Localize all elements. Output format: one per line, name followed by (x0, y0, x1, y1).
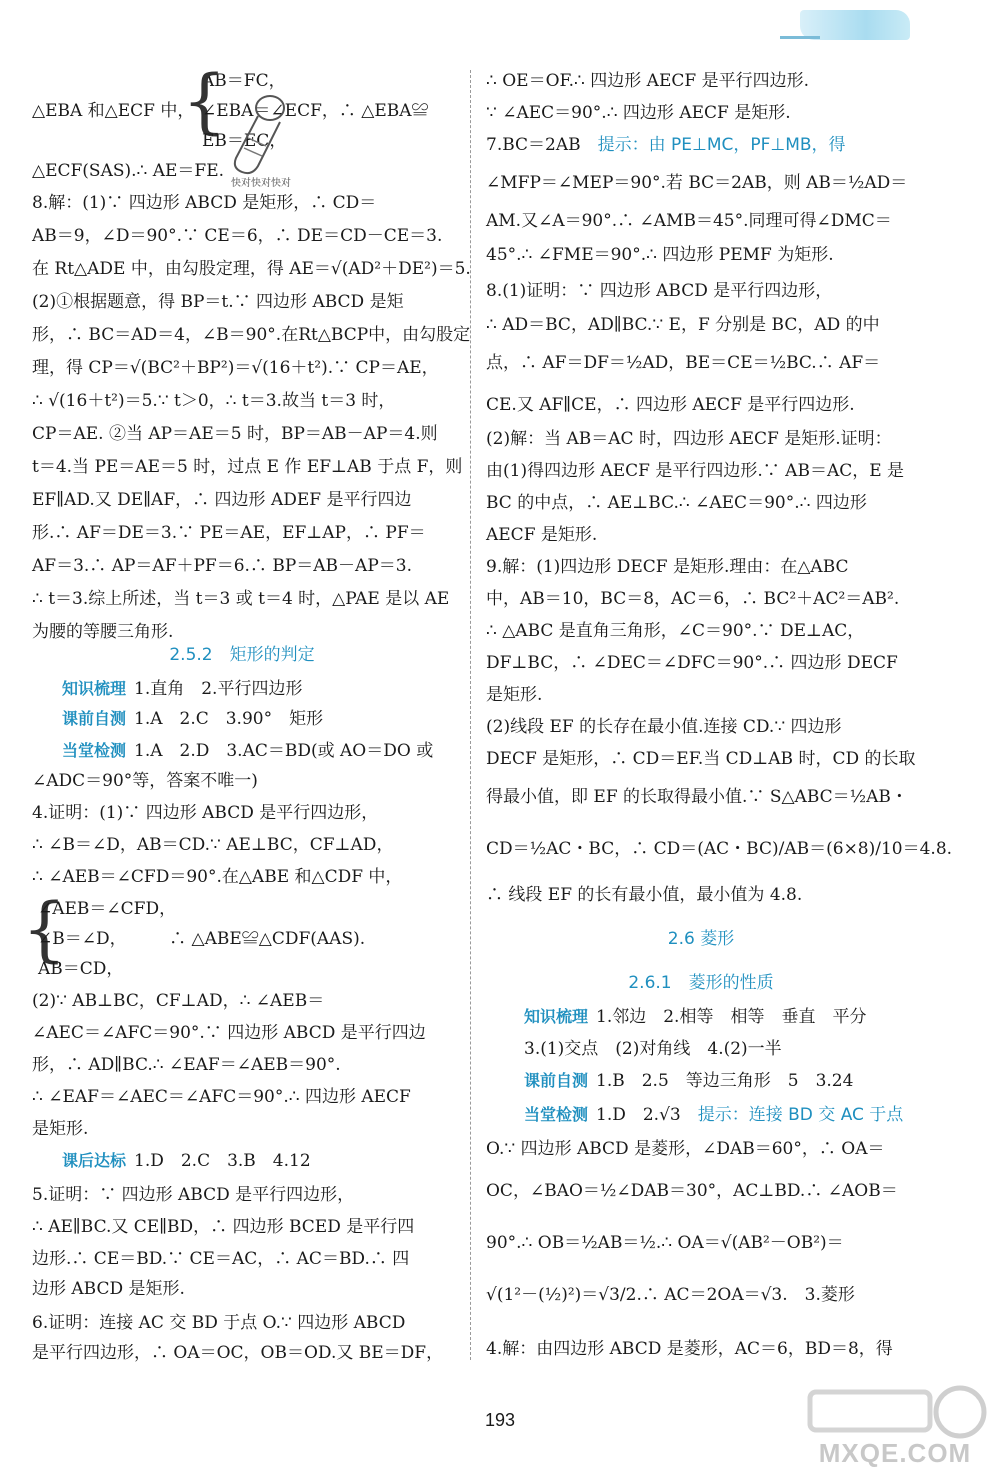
text-line: 形，∴ BC＝AD＝4，∠B＝90°.在Rt△BCP中，由勾股定 (32, 325, 471, 345)
text-line: 形.∴ AF＝DE＝3.∵ PE＝AE，EF⊥AP，∴ PF＝ (32, 523, 426, 543)
text-line: 90°.∴ OB＝½AB＝½.∴ OA＝√(AB²－OB²)＝ (486, 1233, 844, 1253)
text-line: O.∵ 四边形 ABCD 是菱形，∠DAB＝60°，∴ OA＝ (486, 1139, 885, 1159)
text-line: 为腰的等腰三角形. (32, 622, 174, 642)
text-line: 是平行四边形，∴ OA＝OC，OB＝OD.又 BE＝DF， (32, 1343, 444, 1363)
text-line: 形，∴ AD∥BC.∴ ∠EAF＝∠AEB＝90°. (32, 1055, 341, 1075)
tag-label: 课前自测 (62, 709, 127, 728)
answer-row (62, 678, 302, 700)
text-line: 是矩形. (486, 685, 543, 705)
text-line: AB＝CD， (38, 959, 124, 979)
tag-label: 课后达标 (62, 1151, 127, 1170)
text-line: OC，∠BAO＝½∠DAB＝30°，AC⊥BD.∴ ∠AOB＝ (486, 1181, 898, 1201)
section-heading: 2.5.2 矩形的判定 (169, 645, 315, 665)
text-line: △EBA 和△ECF 中， (32, 101, 195, 121)
page-number: 193 (484, 1410, 516, 1430)
answer-row (524, 1006, 866, 1028)
answer-text: 1.直角 2.平行四边形 (134, 679, 303, 699)
text-line: 45°.∴ ∠FME＝90°.∴ 四边形 PEMF 为矩形. (486, 245, 834, 265)
text-line: ∠AEB＝∠CFD， (38, 899, 177, 919)
text-line: (2)①根据题意，得 BP＝t.∵ 四边形 ABCD 是矩 (32, 292, 404, 312)
text-line: 3.(1)交点 (2)对角线 4.(2)一半 (524, 1039, 782, 1059)
answer-text: 1.D 2.C 3.B 4.12 (134, 1151, 311, 1171)
text-line: 边形.∴ CE＝BD.∵ CE＝AC，∴ AC＝BD.∴ 四 (32, 1249, 410, 1269)
answer-row (62, 708, 323, 730)
text-line: 点，∴ AF＝DF＝½AD，BE＝CE＝½BC.∴ AF＝ (486, 353, 881, 373)
text-line: △ECF(SAS).∴ AE＝FE. (32, 161, 225, 181)
text-line: BC 的中点，∴ AE⊥BC.∴ ∠AEC＝90°.∴ 四边形 (486, 493, 867, 513)
text-line: AM.又∠A＝90°.∴ ∠AMB＝45°.同理可得∠DMC＝ (486, 211, 892, 231)
text-line: CP＝AE. ②当 AP＝AE＝5 时，BP＝AB－AP＝4.则 (32, 424, 438, 444)
section-heading: 2.6 菱形 (667, 929, 735, 949)
text-line: EF∥AD.又 DE∥AF，∴ 四边形 ADEF 是平行四边 (32, 490, 412, 510)
text-line: 8.解：(1)∵ 四边形 ABCD 是矩形，∴ CD＝ (32, 193, 377, 213)
text-line: 8.(1)证明：∵ 四边形 ABCD 是平行四边形， (486, 281, 833, 301)
answer-row (524, 1070, 853, 1092)
text-line: ∴ AD＝BC，AD∥BC.∵ E，F 分别是 BC，AD 的中 (486, 315, 880, 335)
text-line: ∠AEC＝∠AFC＝90°.∵ 四边形 ABCD 是平行四边 (32, 1023, 426, 1043)
answer-text: 1.邻边 2.相等 相等 垂直 平分 (596, 1007, 867, 1027)
text-line: (2)解：当 AB＝AC 时，四边形 AECF 是矩形.证明： (486, 429, 892, 449)
answer-text: 7.BC＝2AB (486, 135, 598, 155)
text-line: ∴ AE∥BC.又 CE∥BD，∴ 四边形 BCED 是平行四 (32, 1217, 415, 1237)
text-line: 理，得 CP＝√(BC²＋BP²)＝√(16＋t²).∵ CP＝AE， (32, 358, 439, 378)
text-line: ∴ 线段 EF 的长有最小值，最小值为 4.8. (486, 885, 803, 905)
answer-text: 1.B 2.5 等边三角形 5 3.24 (596, 1071, 854, 1091)
answer-text: 1.A 2.C 3.90° 矩形 (134, 709, 324, 729)
text-line: (2)线段 EF 的长存在最小值.连接 CD.∵ 四边形 (486, 717, 842, 737)
subsection-heading: 2.6.1 菱形的性质 (628, 973, 774, 993)
tag-label: 当堂检测 (524, 1105, 589, 1124)
text-line: (2)∵ AB⊥BC，CF⊥AD，∴ ∠AEB＝ (32, 991, 325, 1011)
answer-row (486, 134, 846, 156)
text-line: DF⊥BC，∴ ∠DEC＝∠DFC＝90°.∴ 四边形 DECF (486, 653, 898, 673)
text-line: √(1²－(½)²)＝√3/2.∴ AC＝2OA＝√3. 3.菱形 (486, 1285, 855, 1305)
text-line: 边形 ABCD 是矩形. (32, 1279, 185, 1299)
text-line: ∴ √(16＋t²)＝5.∵ t＞0，∴ t＝3.故当 t＝3 时， (32, 391, 396, 411)
text-line: 4.证明：(1)∵ 四边形 ABCD 是平行四边形， (32, 803, 379, 823)
brace-symbol: { (22, 888, 67, 970)
text-line: ∴ △ABC 是直角三角形，∠C＝90°.∵ DE⊥AC， (486, 621, 865, 641)
text-line: ∴ ∠B＝∠D，AB＝CD.∵ AE⊥BC，CF⊥AD， (32, 835, 394, 855)
text-line: ∠ADC＝90°等，答案不唯一) (32, 771, 258, 791)
text-line: AF＝3.∴ AP＝AF＋PF＝6.∴ BP＝AB－AP＝3. (32, 556, 412, 576)
answer-row (524, 1104, 903, 1126)
hint-text: 提示：连接 BD 交 AC 于点 (697, 1105, 904, 1125)
text-line: 在 Rt△ADE 中，由勾股定理，得 AE＝√(AD²＋DE²)＝5. (32, 259, 471, 279)
page-corner-mark (780, 36, 820, 39)
text-line: ∴ ∠EAF＝∠AEC＝∠AFC＝90°.∴ 四边形 AECF (32, 1087, 411, 1107)
text-line: EB＝EC， (202, 131, 287, 151)
text-line: DECF 是矩形，∴ CD＝EF.当 CD⊥AB 时，CD 的长取 (486, 749, 916, 769)
tag-label: 知识梳理 (62, 679, 127, 698)
cartoon-sketch (218, 88, 300, 180)
brace-symbol: { (182, 60, 227, 142)
text-line: 得最小值，即 EF 的长取得最小值.∵ S△ABC＝½AB・ (486, 787, 908, 807)
tag-label: 课前自测 (524, 1071, 589, 1090)
text-line: CD＝½AC・BC，∴ CD＝(AC・BC)/AB＝(6×8)/10＝4.8. (486, 839, 953, 859)
hint-text: 提示：由 PE⊥MC，PF⊥MB，得 (597, 135, 846, 155)
text-line: AB＝9，∠D＝90°.∵ CE＝6，∴ DE＝CD－CE＝3. (32, 226, 443, 246)
tag-label: 当堂检测 (62, 741, 127, 760)
text-line: ∴ t＝3.综上所述，当 t＝3 或 t＝4 时，△PAE 是以 AE (32, 589, 450, 609)
text-line: ∠MFP＝∠MEP＝90°.若 BC＝2AB，则 AB＝½AD＝ (486, 173, 908, 193)
sketch-caption: 快对快对快对 (231, 178, 291, 189)
text-line: ∴ ∠AEB＝∠CFD＝90°.在△ABE 和△CDF 中， (32, 867, 403, 887)
text-line: 5.证明：∵ 四边形 ABCD 是平行四边形， (32, 1185, 355, 1205)
text-line: ∵ ∠AEC＝90°.∴ 四边形 AECF 是矩形. (486, 103, 791, 123)
text-line: AB＝FC， (202, 71, 286, 91)
text-line: 中，AB＝10，BC＝8，AC＝6，∴ BC²＋AC²＝AB². (486, 589, 900, 609)
answer-text: 1.D 2.√3 (596, 1105, 698, 1125)
tag-label: 知识梳理 (524, 1007, 589, 1026)
answer-text: 1.A 2.D 3.AC＝BD(或 AO＝DO 或 (134, 741, 434, 761)
text-line: 是矩形. (32, 1119, 89, 1139)
text-line: 由(1)得四边形 AECF 是平行四边形.∵ AB＝AC，E 是 (486, 461, 905, 481)
text-line: 4.解：由四边形 ABCD 是菱形，AC＝6，BD＝8，得 (486, 1339, 893, 1359)
answer-row (62, 740, 433, 762)
text-line: CE.又 AF∥CE，∴ 四边形 AECF 是平行四边形. (486, 395, 855, 415)
text-line: ∠B＝∠D， ∴ △ABE≌△CDF(AAS). (38, 929, 366, 949)
text-line: 9.解：(1)四边形 DECF 是矩形.理由：在△ABC (486, 557, 849, 577)
text-line: AECF 是矩形. (486, 525, 598, 545)
answer-row (62, 1150, 311, 1172)
text-line: 6.证明：连接 AC 交 BD 于点 O.∵ 四边形 ABCD (32, 1313, 406, 1333)
text-line: ∴ OE＝OF.∴ 四边形 AECF 是平行四边形. (486, 71, 809, 91)
text-line: ∠EBA＝∠ECF，∴ △EBA≌ (202, 101, 429, 121)
text-line: t＝4.当 PE＝AE＝5 时，过点 E 作 EF⊥AB 于点 F，则 (32, 457, 463, 477)
watermark-text: MXQE.COM (818, 1438, 972, 1468)
